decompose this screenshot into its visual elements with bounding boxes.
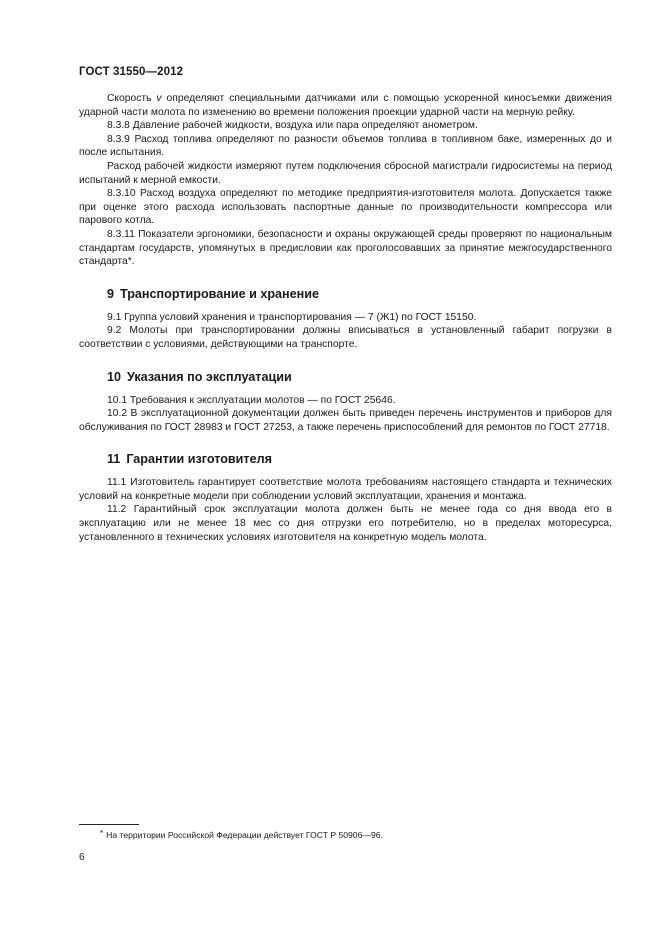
footnote-text: На территории Российской Федерации действует ГОСТ Р 50906—96. <box>106 830 383 840</box>
document-header: ГОСТ 31550—2012 <box>79 66 184 78</box>
paragraph-8-3-10: 8.3.10 Расход воздуха определяют по методике предприятия-изготовителя молота. Допускается также при оценке этого расхода использовать паспортные данные по производительности компрессора или парового котла. <box>79 188 612 227</box>
paragraph-8-3-9: 8.3.9 Расход топлива определяют по разности объемов топлива в топливном баке, измеренных до и после испытания. <box>79 133 612 159</box>
paragraph-8-3-8: 8.3.8 Давление рабочей жидкости, воздуха или пара определяют анометром. <box>107 120 478 132</box>
footnote-divider <box>79 824 139 825</box>
page-number: 6 <box>79 852 85 863</box>
paragraph-speed <box>79 92 612 119</box>
paragraph-8-3-11: 8.3.11 Показатели эргономики, безопасности и охраны окружающей среды проверяют по национальным стандартам государств, упомянутых в предисловии как проголосовавших за принятие межгосударственного стандарта*. <box>79 228 612 268</box>
section-title-text: Транспортирование и хранение <box>120 286 319 301</box>
text-fragment: Скорость <box>107 93 157 104</box>
paragraph-10-1: 10.1 Требования к эксплуатации молотов — по ГОСТ 25646. <box>107 394 396 406</box>
paragraph-9-2: 9.2 Молоты при транспортировании должны вписываться в установленный габарит погрузки в соответствии с условиями, действующими на транспорте. <box>79 325 612 350</box>
footnote-mark: * <box>100 829 104 838</box>
paragraph-11-1: 11.1 Изготовитель гарантирует соответствие молота требованиям настоящего стандарта и технических условий на конкретные модели при соблюдении условий эксплуатации, хранения и монтажа. <box>79 477 612 502</box>
section-heading-11 <box>79 452 612 467</box>
paragraph-9-1: 9.1 Группа условий хранения и транспортирования — 7 (Ж1) по ГОСТ 15150. <box>107 311 477 323</box>
variable-v: v <box>156 93 162 104</box>
section-number: 10 <box>107 369 122 384</box>
section-title-text: Гарантии изготовителя <box>126 452 272 467</box>
paragraph-10-2: 10.2 В эксплуатационной документации должен быть приведен перечень инструментов и приборов для обслуживания по ГОСТ 28983 и ГОСТ 27253, а также перечень приспособлений для ремонтов по ГОСТ 27718. <box>79 408 612 433</box>
section-number: 11 <box>107 452 121 467</box>
section-title-text: Указания по эксплуатации <box>127 369 292 384</box>
section-heading-9 <box>79 287 612 302</box>
text-fragment: определяют специальными датчиками или с помощью ускоренной киносъемки движения ударной части молота по изменению во времени положения проекции ударной части на мерную рейку. <box>79 93 612 118</box>
section-heading-10 <box>79 370 612 385</box>
footnote <box>100 828 383 841</box>
section-number: 9 <box>107 286 115 301</box>
document-body <box>79 92 612 544</box>
paragraph-11-2: 11.2 Гарантийный срок эксплуатации молота должен быть не менее года со дня ввода его в эксплуатацию или не менее 18 мес со дня отгрузки его потребителю, но в пределах моторесурса, установленного в технических условиях изготовителя на конкретную модель молота. <box>79 504 612 543</box>
paragraph-fluid-consumption: Расход рабочей жидкости измеряют путем подключения сбросной магистрали гидросистемы на период испытаний к мерной емкости. <box>79 160 612 186</box>
